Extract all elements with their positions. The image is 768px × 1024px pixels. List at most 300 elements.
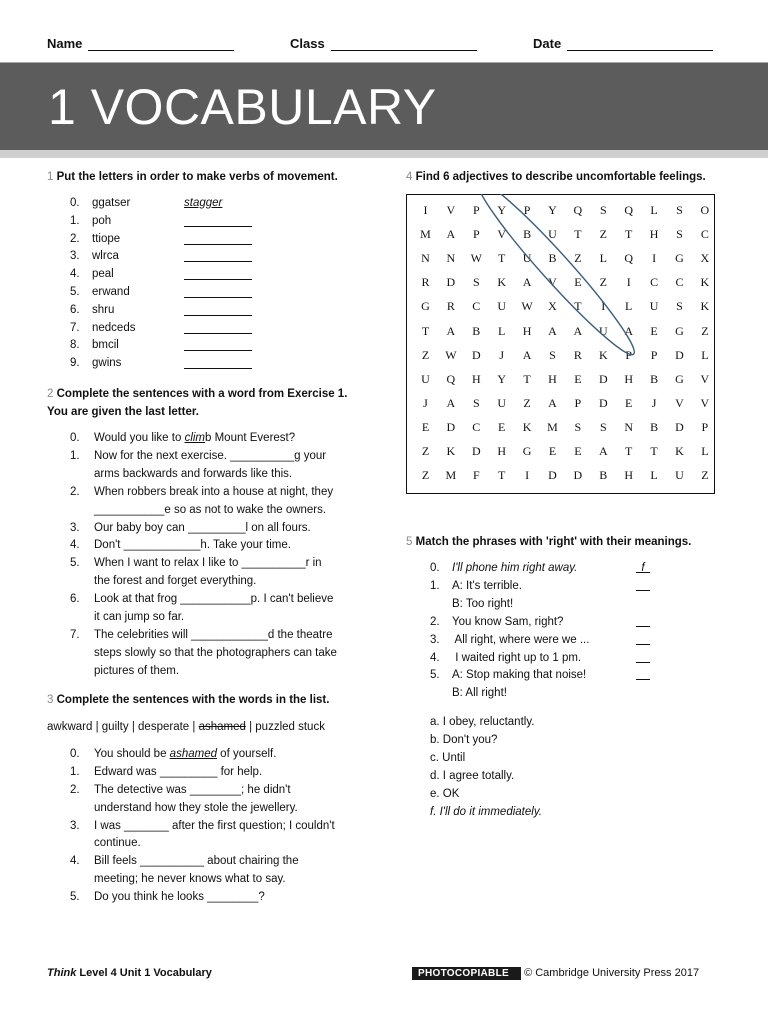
grid-letter[interactable]: M <box>420 227 431 242</box>
ex3-item-number: 5. <box>70 891 80 904</box>
ex2-item-number: 2. <box>70 485 80 498</box>
ex2-item <box>70 626 380 680</box>
grid-letter[interactable]: A <box>598 444 608 458</box>
word-list-separator: | <box>92 721 102 733</box>
ex2-item-text: Would you like to climb Mount Everest? <box>94 432 296 444</box>
grid-letter[interactable]: S <box>599 419 607 434</box>
ex3-item-text: Bill feels __________ about chairing the <box>94 855 299 868</box>
ex5-item <box>430 613 660 631</box>
grid-letter[interactable]: D <box>675 419 684 434</box>
ex5-instruction: Match the phrases with 'right' with their meanings. <box>415 536 692 548</box>
grid-letter[interactable]: T <box>498 468 506 483</box>
date-blank[interactable] <box>567 38 713 51</box>
grid-letter[interactable]: A <box>573 323 583 338</box>
grid-letter[interactable]: T <box>625 227 633 242</box>
ex2-item-number: 6. <box>70 593 80 606</box>
grid-letter[interactable]: G <box>675 323 684 338</box>
grid-letter[interactable]: K <box>675 444 684 458</box>
ex1-number: 1 <box>47 171 54 183</box>
date-field <box>533 36 713 51</box>
grid-letter[interactable]: K <box>700 299 710 314</box>
ex2-instruction-1: Complete the sentences with a word from Exercise 1. <box>56 388 348 400</box>
grid-letter[interactable]: V <box>497 227 507 242</box>
word-list-separator: | <box>128 721 139 733</box>
ex5-item-number: 3. <box>430 633 440 646</box>
grid-letter[interactable]: A <box>446 227 456 242</box>
ex5-answer-blank[interactable] <box>636 666 650 680</box>
ex5-number: 5 <box>406 536 413 548</box>
footer-book <box>47 967 212 979</box>
ex5-item-number: 4. <box>430 651 440 664</box>
grid-letter[interactable]: C <box>675 275 684 290</box>
grid-letter[interactable]: C <box>650 275 659 290</box>
answer-ellipse <box>468 194 644 364</box>
grid-letter[interactable]: L <box>701 347 709 362</box>
ex1-row <box>70 355 270 373</box>
ex1-header <box>47 168 338 186</box>
ex1-scrambled-word: erwand <box>92 285 130 298</box>
word-list-item: guilty <box>101 721 129 733</box>
grid-letter[interactable]: A <box>548 395 557 410</box>
grid-letter[interactable]: I <box>423 203 428 217</box>
grid-letter[interactable]: P <box>650 347 658 362</box>
grid-letter[interactable]: Z <box>574 251 582 266</box>
grid-letter[interactable]: P <box>472 203 480 217</box>
ex3-item-text: Do you think he looks ________? <box>94 891 265 904</box>
banner-rule <box>0 150 768 158</box>
ex5-header <box>406 533 691 551</box>
grid-letter[interactable]: W <box>445 347 457 362</box>
grid-letter[interactable]: B <box>472 323 481 338</box>
word-list-separator: | <box>245 721 256 733</box>
grid-letter[interactable]: U <box>497 299 507 314</box>
ex2-item-text: When I want to relax I like to __________r in <box>94 557 322 570</box>
grid-letter[interactable]: U <box>598 323 608 338</box>
grid-letter[interactable]: N <box>446 251 456 266</box>
grid-letter[interactable]: H <box>624 371 634 386</box>
grid-letter[interactable]: S <box>472 395 480 410</box>
ex1-scrambled-word: bmcil <box>92 339 119 352</box>
ex1-item-number: 8. <box>70 339 80 352</box>
grid-letter[interactable]: T <box>650 444 658 458</box>
grid-letter[interactable]: E <box>574 371 582 386</box>
grid-letter[interactable]: Q <box>624 251 634 266</box>
grid-letter[interactable]: Y <box>497 203 507 217</box>
grid-letter[interactable]: Y <box>497 371 507 386</box>
grid-letter[interactable]: Z <box>701 323 709 338</box>
ex3-item-text: I was _______ after the first question; I couldn't <box>94 819 335 832</box>
grid-letter[interactable]: T <box>574 299 582 314</box>
grid-letter[interactable]: B <box>650 419 659 434</box>
grid-letter[interactable]: P <box>523 203 531 217</box>
ex4-header <box>406 168 706 186</box>
grid-letter[interactable]: V <box>700 395 710 410</box>
ex2-item-text: ___________e so as not to wake the owners. <box>94 503 327 516</box>
ex2-instruction-2: You are given the last letter. <box>47 406 199 418</box>
grid-letter[interactable]: E <box>421 419 430 434</box>
grid-letter[interactable]: U <box>497 395 507 410</box>
ex1-item-number: 3. <box>70 250 80 263</box>
ex5-meaning: b. Don't you? <box>430 734 498 746</box>
grid-letter[interactable]: S <box>574 419 582 434</box>
ex1-scrambled-word: shru <box>92 303 115 316</box>
ex1-answer-blank[interactable] <box>184 302 252 316</box>
ex2-item-number: 7. <box>70 628 80 641</box>
grid-letter[interactable]: S <box>599 203 607 217</box>
grid-letter[interactable]: J <box>651 395 657 410</box>
ex5-meaning: a. I obey, reluctantly. <box>430 716 535 728</box>
grid-letter[interactable]: A <box>446 323 456 338</box>
ex3-item <box>70 852 380 888</box>
ex5-meaning: d. I agree totally. <box>430 770 515 782</box>
grid-letter[interactable]: V <box>446 203 456 217</box>
grid-letter[interactable]: L <box>625 299 633 314</box>
grid-letter[interactable]: V <box>700 371 710 386</box>
ex5-item <box>430 649 660 667</box>
grid-letter[interactable]: S <box>676 299 683 314</box>
grid-letter[interactable]: A <box>624 323 634 338</box>
grid-letter[interactable]: D <box>598 395 608 410</box>
ex3-item-number: 1. <box>70 765 80 778</box>
name-label: Name <box>47 36 83 51</box>
grid-letter[interactable]: P <box>472 227 480 242</box>
ex1-row <box>70 266 270 284</box>
class-label: Class <box>290 36 325 51</box>
date-label: Date <box>533 36 562 51</box>
grid-letter[interactable]: Z <box>421 468 430 483</box>
example-word: clim <box>184 432 206 444</box>
grid-letter[interactable]: I <box>601 299 606 314</box>
grid-letter[interactable]: G <box>675 251 684 266</box>
ex2-item-number: 5. <box>70 557 80 570</box>
grid-letter[interactable]: I <box>525 468 530 483</box>
ex3-item-text: Edward was _________ for help. <box>94 765 263 778</box>
wordsearch-circle <box>406 194 716 494</box>
grid-letter[interactable]: Z <box>599 227 607 242</box>
grid-letter[interactable]: A <box>548 323 557 338</box>
word-list-item: desperate <box>138 721 190 733</box>
ex2-item-text: steps slowly so that the photographers can take <box>94 646 337 659</box>
grid-letter[interactable]: U <box>522 251 532 266</box>
grid-letter[interactable]: A <box>446 395 456 410</box>
ex3-item-text: understand how they stole the jewellery. <box>94 801 298 814</box>
ex5-item <box>430 559 660 577</box>
word-list-item: ashamed <box>198 721 246 733</box>
grid-letter[interactable]: D <box>446 419 456 434</box>
ex1-row <box>70 320 270 338</box>
grid-letter[interactable]: N <box>421 251 430 266</box>
grid-letter[interactable]: U <box>548 227 557 242</box>
ex2-item-text: When robbers break into a house at night, they <box>94 485 334 498</box>
ex5-item-text: You know Sam, right? <box>452 615 564 628</box>
ex2-item-number: 4. <box>70 539 80 552</box>
ex5-item-number: 5. <box>430 669 440 682</box>
ex1-row <box>70 195 270 213</box>
grid-letter[interactable]: Z <box>523 395 531 410</box>
grid-letter[interactable]: X <box>548 299 557 314</box>
grid-letter[interactable]: P <box>574 395 582 410</box>
ex1-row <box>70 248 270 266</box>
ex1-list <box>70 195 270 373</box>
ex1-answer-blank[interactable] <box>184 284 252 298</box>
grid-letter[interactable]: N <box>624 419 634 434</box>
grid-letter[interactable]: Z <box>421 347 430 362</box>
grid-letter[interactable]: D <box>598 371 608 386</box>
grid-letter[interactable]: Y <box>548 203 557 217</box>
grid-letter[interactable]: S <box>676 227 683 242</box>
grid-letter[interactable]: B <box>548 251 557 266</box>
ex5-item <box>430 666 660 702</box>
grid-letter[interactable]: P <box>625 347 633 362</box>
ex1-row <box>70 284 270 302</box>
ex2-item <box>70 447 380 483</box>
ex5-item-number: 2. <box>430 615 440 628</box>
ex2-item-text: Don't ____________h. Take your time. <box>94 539 291 552</box>
grid-letter[interactable]: O <box>700 203 710 217</box>
ex3-word-list <box>47 718 325 736</box>
ex3-item <box>70 817 380 853</box>
grid-letter[interactable]: L <box>498 323 506 338</box>
ex2-item-text: it can jump so far. <box>94 610 185 623</box>
grid-letter[interactable]: K <box>700 275 710 290</box>
grid-letter[interactable]: E <box>650 323 658 338</box>
ex5-item-number: 1. <box>430 579 440 592</box>
ex1-scrambled-word: ggatser <box>92 197 131 209</box>
grid-letter[interactable]: A <box>522 347 532 362</box>
grid-letter[interactable]: W <box>521 299 533 314</box>
grid-letter[interactable]: I <box>626 275 631 290</box>
grid-letter[interactable]: H <box>624 468 634 483</box>
ex3-item-text: You should be ashamed of yourself. <box>94 748 277 760</box>
ex3-item <box>70 888 380 906</box>
ex5-item-number: 0. <box>430 562 440 574</box>
ex2-item-text: Our baby boy can _________l on all fours. <box>94 521 311 534</box>
grid-letter[interactable]: G <box>522 444 532 458</box>
grid-letter[interactable]: B <box>650 371 659 386</box>
grid-letter[interactable]: R <box>446 299 455 314</box>
grid-letter[interactable]: K <box>522 419 532 434</box>
ex1-item-number: 1. <box>70 214 80 227</box>
grid-letter[interactable]: T <box>421 323 430 338</box>
ex2-number: 2 <box>47 388 54 400</box>
name-field <box>47 36 234 51</box>
grid-letter[interactable]: G <box>675 371 684 386</box>
grid-letter[interactable]: H <box>471 371 481 386</box>
ex3-item-text: continue. <box>94 837 141 850</box>
ex1-scrambled-word: poh <box>92 214 112 227</box>
grid-letter[interactable]: D <box>446 275 456 290</box>
grid-letter[interactable]: P <box>701 419 709 434</box>
class-field <box>290 36 477 51</box>
grid-letter[interactable]: Z <box>421 444 430 458</box>
ex2-item-number: 1. <box>70 449 80 462</box>
grid-letter[interactable]: S <box>676 203 683 217</box>
grid-letter[interactable]: T <box>523 371 531 386</box>
word-list-item: puzzled stuck <box>255 721 325 733</box>
ex5-item-text: I waited right up to 1 pm. <box>452 651 582 664</box>
ex2-item-number: 0. <box>70 432 80 444</box>
grid-letter[interactable]: J <box>423 395 428 410</box>
ex1-answer-blank[interactable] <box>184 337 252 351</box>
grid-letter[interactable]: E <box>574 444 582 458</box>
grid-letter[interactable]: S <box>549 347 556 362</box>
grid-letter[interactable]: Q <box>446 371 456 386</box>
grid-letter[interactable]: U <box>649 299 659 314</box>
ex1-answer-blank[interactable] <box>184 355 252 369</box>
ex3-item-text: meeting; he never knows what to say. <box>94 873 286 886</box>
ex5-answer-blank[interactable] <box>636 649 650 663</box>
ex1-row <box>70 337 270 355</box>
ex1-answer-blank[interactable] <box>184 320 252 334</box>
ex2-item-text: pictures of them. <box>94 664 180 677</box>
ex3-item-text: The detective was ________; he didn't <box>94 783 291 796</box>
ex5-answer-blank[interactable] <box>636 631 650 645</box>
grid-letter[interactable]: Z <box>599 275 607 290</box>
footer-book-title: Think <box>47 967 77 979</box>
grid-letter[interactable]: K <box>446 444 456 458</box>
grid-letter[interactable]: H <box>649 227 659 242</box>
grid-letter[interactable]: Q <box>624 203 634 217</box>
ex5-example-answer: f <box>636 559 650 573</box>
copyright-text: © Cambridge University Press 2017 <box>524 967 700 979</box>
grid-letter[interactable]: R <box>573 347 582 362</box>
grid-letter[interactable]: D <box>675 347 684 362</box>
ex3-item-number: 2. <box>70 783 80 796</box>
ex5-item-text: All right, where were we ... <box>452 633 590 646</box>
ex1-scrambled-word: wlrca <box>92 250 119 263</box>
ex3-item-number: 3. <box>70 819 80 832</box>
ex1-item-number: 0. <box>70 197 80 209</box>
ex2-item <box>70 519 380 537</box>
ex2-item <box>70 483 380 519</box>
grid-letter[interactable]: M <box>547 419 558 434</box>
grid-letter[interactable]: I <box>652 251 657 266</box>
grid-letter[interactable]: V <box>675 395 684 410</box>
grid-letter[interactable]: T <box>625 444 633 458</box>
ex1-row <box>70 231 270 249</box>
class-blank[interactable] <box>331 38 477 51</box>
ex5-item-text: B: All right! <box>452 687 507 700</box>
grid-letter[interactable]: Z <box>701 468 709 483</box>
grid-letter[interactable]: E <box>574 275 582 290</box>
ex1-scrambled-word: peal <box>92 268 114 281</box>
ex1-answer-blank[interactable] <box>184 213 252 227</box>
ex3-number: 3 <box>47 694 54 706</box>
grid-letter[interactable]: K <box>598 347 608 362</box>
ex1-item-number: 6. <box>70 303 80 316</box>
grid-letter[interactable]: L <box>650 468 658 483</box>
ex5-item-text: A: It's terrible. <box>452 579 522 592</box>
grid-letter[interactable]: Q <box>573 203 583 217</box>
grid-letter[interactable]: C <box>472 299 481 314</box>
ex3-item-number: 4. <box>70 855 80 868</box>
grid-letter[interactable]: F <box>472 468 480 483</box>
ex5-meaning: f. I'll do it immediately. <box>430 806 542 818</box>
grid-letter[interactable]: D <box>471 347 481 362</box>
grid-letter[interactable]: L <box>701 444 709 458</box>
ex5-meaning: c. Until <box>430 752 466 764</box>
ex3-item <box>70 781 380 817</box>
grid-letter[interactable]: S <box>472 275 480 290</box>
grid-letter[interactable]: G <box>421 299 430 314</box>
grid-letter[interactable]: R <box>421 275 430 290</box>
ex2-item <box>70 554 380 590</box>
grid-letter[interactable]: T <box>574 227 582 242</box>
grid-letter[interactable]: V <box>548 275 557 290</box>
ex3-instruction: Complete the sentences with the words in the list. <box>56 694 330 706</box>
ex1-scrambled-word: ttiope <box>92 232 121 245</box>
ex5-item <box>430 631 660 649</box>
ex1-item-number: 9. <box>70 357 80 370</box>
ex3-item <box>70 763 380 781</box>
ex2-item-text: The celebrities will ____________d the theatre <box>94 628 333 641</box>
ex2-header <box>47 385 377 421</box>
ex4-instruction: Find 6 adjectives to describe uncomfortable feelings. <box>415 171 706 183</box>
ex2-item-text: Look at that frog ___________p. I can't believe <box>94 593 334 606</box>
grid-letter[interactable]: E <box>548 444 557 458</box>
grid-letter[interactable]: K <box>497 275 507 290</box>
grid-letter[interactable]: U <box>421 371 430 386</box>
ex1-answer-blank[interactable] <box>184 248 252 262</box>
grid-letter[interactable]: B <box>599 468 608 483</box>
grid-letter[interactable]: X <box>700 251 710 266</box>
ex1-row <box>70 302 270 320</box>
ex1-answer-blank[interactable] <box>184 266 252 280</box>
ex3-item <box>70 745 380 763</box>
ex5-answer-blank[interactable] <box>636 613 650 627</box>
ex5-item-text: A: Stop making that noise! <box>452 669 587 682</box>
ex1-scrambled-word: nedceds <box>92 321 136 334</box>
ex1-item-number: 4. <box>70 268 80 281</box>
ex4-number: 4 <box>406 171 413 183</box>
grid-letter[interactable]: C <box>700 227 709 242</box>
grid-letter[interactable]: H <box>548 371 557 386</box>
grid-letter[interactable]: L <box>650 203 658 217</box>
grid-letter[interactable]: A <box>522 275 532 290</box>
footer-unit: Level 4 Unit 1 Vocabulary <box>76 967 212 979</box>
grid-letter[interactable]: E <box>625 395 633 410</box>
grid-letter[interactable]: C <box>472 419 481 434</box>
grid-letter[interactable]: D <box>548 468 557 483</box>
grid-letter[interactable]: B <box>523 227 532 242</box>
ex5-meaning: e. OK <box>430 788 460 800</box>
grid-letter[interactable]: H <box>522 323 532 338</box>
grid-letter[interactable]: E <box>498 419 506 434</box>
ex5-answer-blank[interactable] <box>636 577 650 591</box>
ex1-item-number: 7. <box>70 321 80 334</box>
ex1-instruction: Put the letters in order to make verbs of movement. <box>56 171 338 183</box>
footer-copyright <box>412 967 699 980</box>
ex2-item-number: 3. <box>70 521 80 534</box>
grid-letter[interactable]: D <box>471 444 481 458</box>
ex1-item-number: 5. <box>70 285 80 298</box>
grid-letter[interactable]: D <box>573 468 583 483</box>
name-blank[interactable] <box>88 38 234 51</box>
grid-letter[interactable]: U <box>675 468 684 483</box>
grid-letter[interactable]: L <box>599 251 607 266</box>
ex2-item-text: the forest and forget everything. <box>94 575 257 588</box>
ex1-answer-blank[interactable] <box>184 231 252 245</box>
page-title: 1 VOCABULARY <box>48 79 437 135</box>
grid-letter[interactable]: H <box>497 444 507 458</box>
grid-letter[interactable]: J <box>499 347 505 362</box>
ex5-item-text: B: Too right! <box>452 597 514 610</box>
grid-letter[interactable]: T <box>498 251 506 266</box>
grid-letter[interactable]: M <box>445 468 457 483</box>
grid-letter[interactable]: W <box>470 251 482 266</box>
photocopiable-badge: PHOTOCOPIABLE <box>412 967 521 980</box>
ex1-scrambled-word: gwins <box>92 357 122 370</box>
